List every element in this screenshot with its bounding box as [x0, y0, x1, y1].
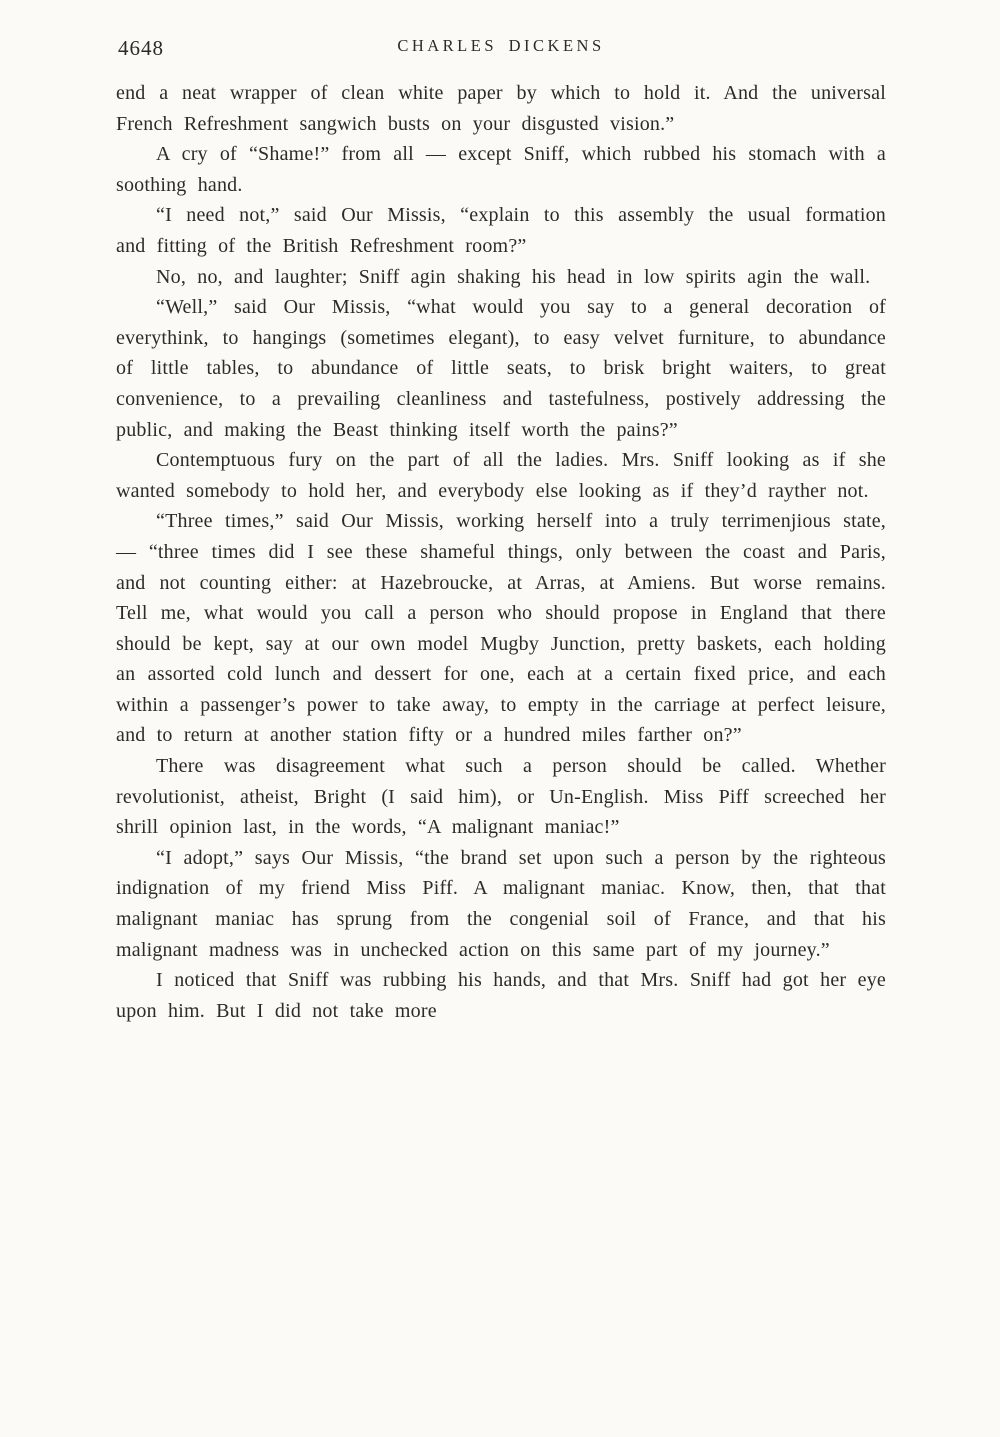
- paragraph: No, no, and laughter; Sniff agin shaking his head in low spirits agin the wall.: [156, 265, 871, 288]
- paragraph: end a neat wrapper of clean white paper by which to hold it. And the universal French Refreshment sangwich busts on your disgusted vision.”: [116, 82, 886, 135]
- page-header: [116, 30, 886, 66]
- paragraph: There was disagreement what such a person should be called. Whether revolutionist, atheist, Bright (I said him), or Un-English. Miss Piff screeched her shrill opinion last, in the words, “A malignant maniac!”: [116, 755, 886, 839]
- paragraph: Contemptuous fury on the part of all the ladies. Mrs. Sniff looking as if she wanted somebody to hold her, and everybody else looking as if they’d rayther not.: [116, 449, 886, 502]
- paragraph: “Three times,” said Our Missis, working herself into a truly terrimenjious state, — “three times did I see these shameful things, only between the coast and Paris, and not counting either: at Hazebroucke, at Arras, at Amiens. But worse remains. Tell me, what would you call a person who should propose in England that there should be kept, say at our own model Mugby Junction, pretty baskets, each holding an assorted cold lunch and dessert for one, each at a certain fixed price, and each within a passenger’s power to take away, to empty in the carriage at perfect leisure, and to return at another station fifty or a hundred miles farther on?”: [116, 510, 886, 747]
- page-body: [116, 78, 886, 1026]
- paragraph: A cry of “Shame!” from all — except Sniff, which rubbed his stomach with a soothing hand.: [116, 143, 886, 196]
- paragraph: “I adopt,” says Our Missis, “the brand set upon such a person by the righteous indignation of my friend Miss Piff. A malignant maniac. Know, then, that that malignant maniac has sprung from the congenial soil of France, and that his malignant madness was in unchecked action on this same part of my journey.”: [116, 846, 886, 961]
- paragraph: “I need not,” said Our Missis, “explain to this assembly the usual formation and fitting of the British Refreshment room?”: [116, 204, 886, 257]
- paragraph: “Well,” said Our Missis, “what would you say to a general decoration of everythink, to hangings (sometimes elegant), to easy velvet furniture, to abundance of little tables, to abundance of little seats, to brisk bright waiters, to great convenience, to a prevailing cleanliness and tastefulness, postively addressing the public, and making the Beast thinking itself worth the pains?”: [116, 296, 886, 441]
- page-number: 4648: [118, 36, 164, 60]
- paragraph: I noticed that Sniff was rubbing his hands, and that Mrs. Sniff had got her eye upon him. But I did not take more: [116, 969, 886, 1022]
- running-head: CHARLES DICKENS: [397, 36, 605, 55]
